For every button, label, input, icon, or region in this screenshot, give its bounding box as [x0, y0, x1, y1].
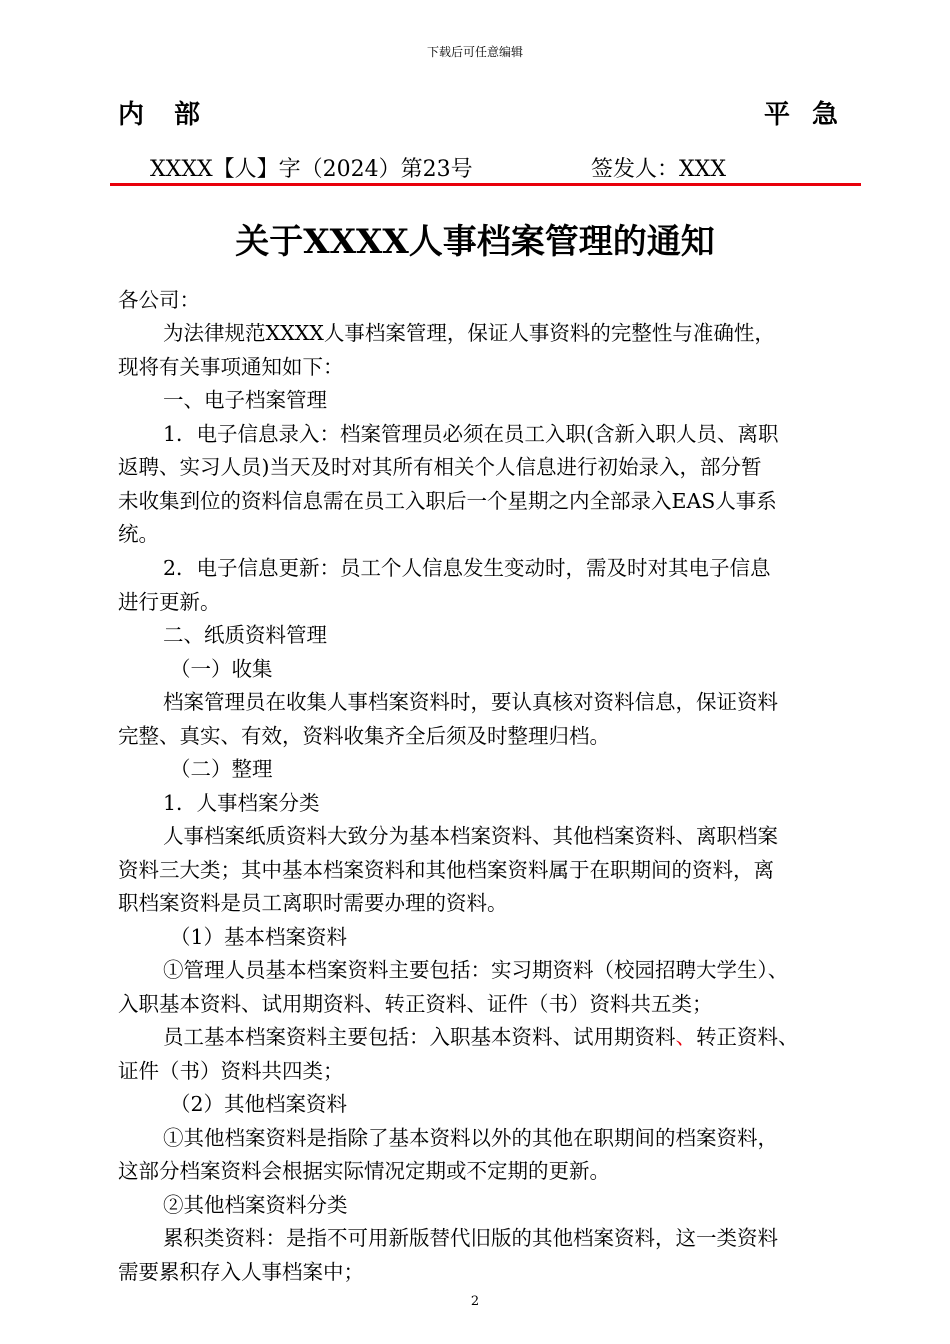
- item-heading: 1．人事档案分类: [163, 791, 320, 815]
- document-number: XXXX【人】字（2024）第23号: [150, 157, 473, 182]
- red-punctuation: 、: [675, 1025, 696, 1049]
- paragraph-line: 统。: [118, 522, 159, 546]
- paragraph-line: 为法律规范XXXX人事档案管理，保证人事资料的完整性与准确性，: [163, 321, 775, 345]
- paragraph-line: [163, 1025, 799, 1049]
- download-note: 下载后可任意编辑: [426, 45, 523, 59]
- paragraph-line: 未收集到位的资料信息需在员工入职后一个星期之内全部录入EAS人事系: [118, 489, 777, 513]
- paragraph-line: 累积类资料：是指不可用新版替代旧版的其他档案资料，这一类资料: [163, 1226, 778, 1250]
- paragraph-line: 职档案资料是员工离职时需要办理的资料。: [118, 891, 508, 915]
- item-heading: ②其他档案资料分类: [163, 1193, 348, 1217]
- paragraph-line: 入职基本资料、试用期资料、转正资料、证件（书）资料共五类；: [118, 992, 713, 1016]
- paragraph-line: 完整、真实、有效，资料收集齐全后须及时整理归档。: [118, 724, 610, 748]
- subsection-heading: （一）收集: [170, 657, 273, 681]
- urgency-label: 平急: [763, 100, 860, 130]
- paragraph-line: ①管理人员基本档案资料主要包括：实习期资料（校园招聘大学生）、: [163, 958, 789, 982]
- text-run: 员工基本档案资料主要包括：入职基本资料、试用期资料: [163, 1025, 676, 1049]
- paragraph-line: 证件（书）资料共四类；: [118, 1059, 344, 1083]
- item-heading: （1）基本档案资料: [170, 925, 348, 949]
- paragraph-line: 需要累积存入人事档案中；: [118, 1260, 364, 1284]
- paragraph-line: ①其他档案资料是指除了基本资料以外的其他在职期间的档案资料，: [163, 1126, 778, 1150]
- issuer: 签发人：XXX: [591, 157, 726, 182]
- section-heading: 一、电子档案管理: [163, 388, 327, 412]
- paragraph-line: 现将有关事项通知如下：: [118, 355, 344, 379]
- paragraph-line: 进行更新。: [118, 590, 221, 614]
- item-heading: （2）其他档案资料: [170, 1092, 348, 1116]
- subsection-heading: （二）整理: [170, 757, 273, 781]
- page-title: 关于XXXX人事档案管理的通知: [235, 222, 715, 262]
- page-number: 2: [470, 1294, 480, 1309]
- paragraph-line: 资料三大类；其中基本档案资料和其他档案资料属于在职期间的资料，离: [118, 858, 774, 882]
- internal-label: 内部: [118, 100, 231, 130]
- paragraph-line: 这部分档案资料会根据实际情况定期或不定期的更新。: [118, 1159, 610, 1183]
- paragraph-line: 人事档案纸质资料大致分为基本档案资料、其他档案资料、离职档案: [163, 824, 778, 848]
- section-heading: 二、纸质资料管理: [163, 623, 327, 647]
- red-divider: [110, 183, 861, 186]
- paragraph-line: 1．电子信息录入：档案管理员必须在员工入职(含新入职人员、离职: [163, 422, 779, 446]
- salutation: 各公司：: [118, 288, 200, 312]
- paragraph-line: 返聘、实习人员)当天及时对其所有相关个人信息进行初始录入，部分暂: [118, 455, 762, 479]
- paragraph-line: 2．电子信息更新：员工个人信息发生变动时，需及时对其电子信息: [163, 556, 771, 580]
- paragraph-line: 档案管理员在收集人事档案资料时，要认真核对资料信息，保证资料: [163, 690, 778, 714]
- text-run: 转正资料、: [696, 1025, 799, 1049]
